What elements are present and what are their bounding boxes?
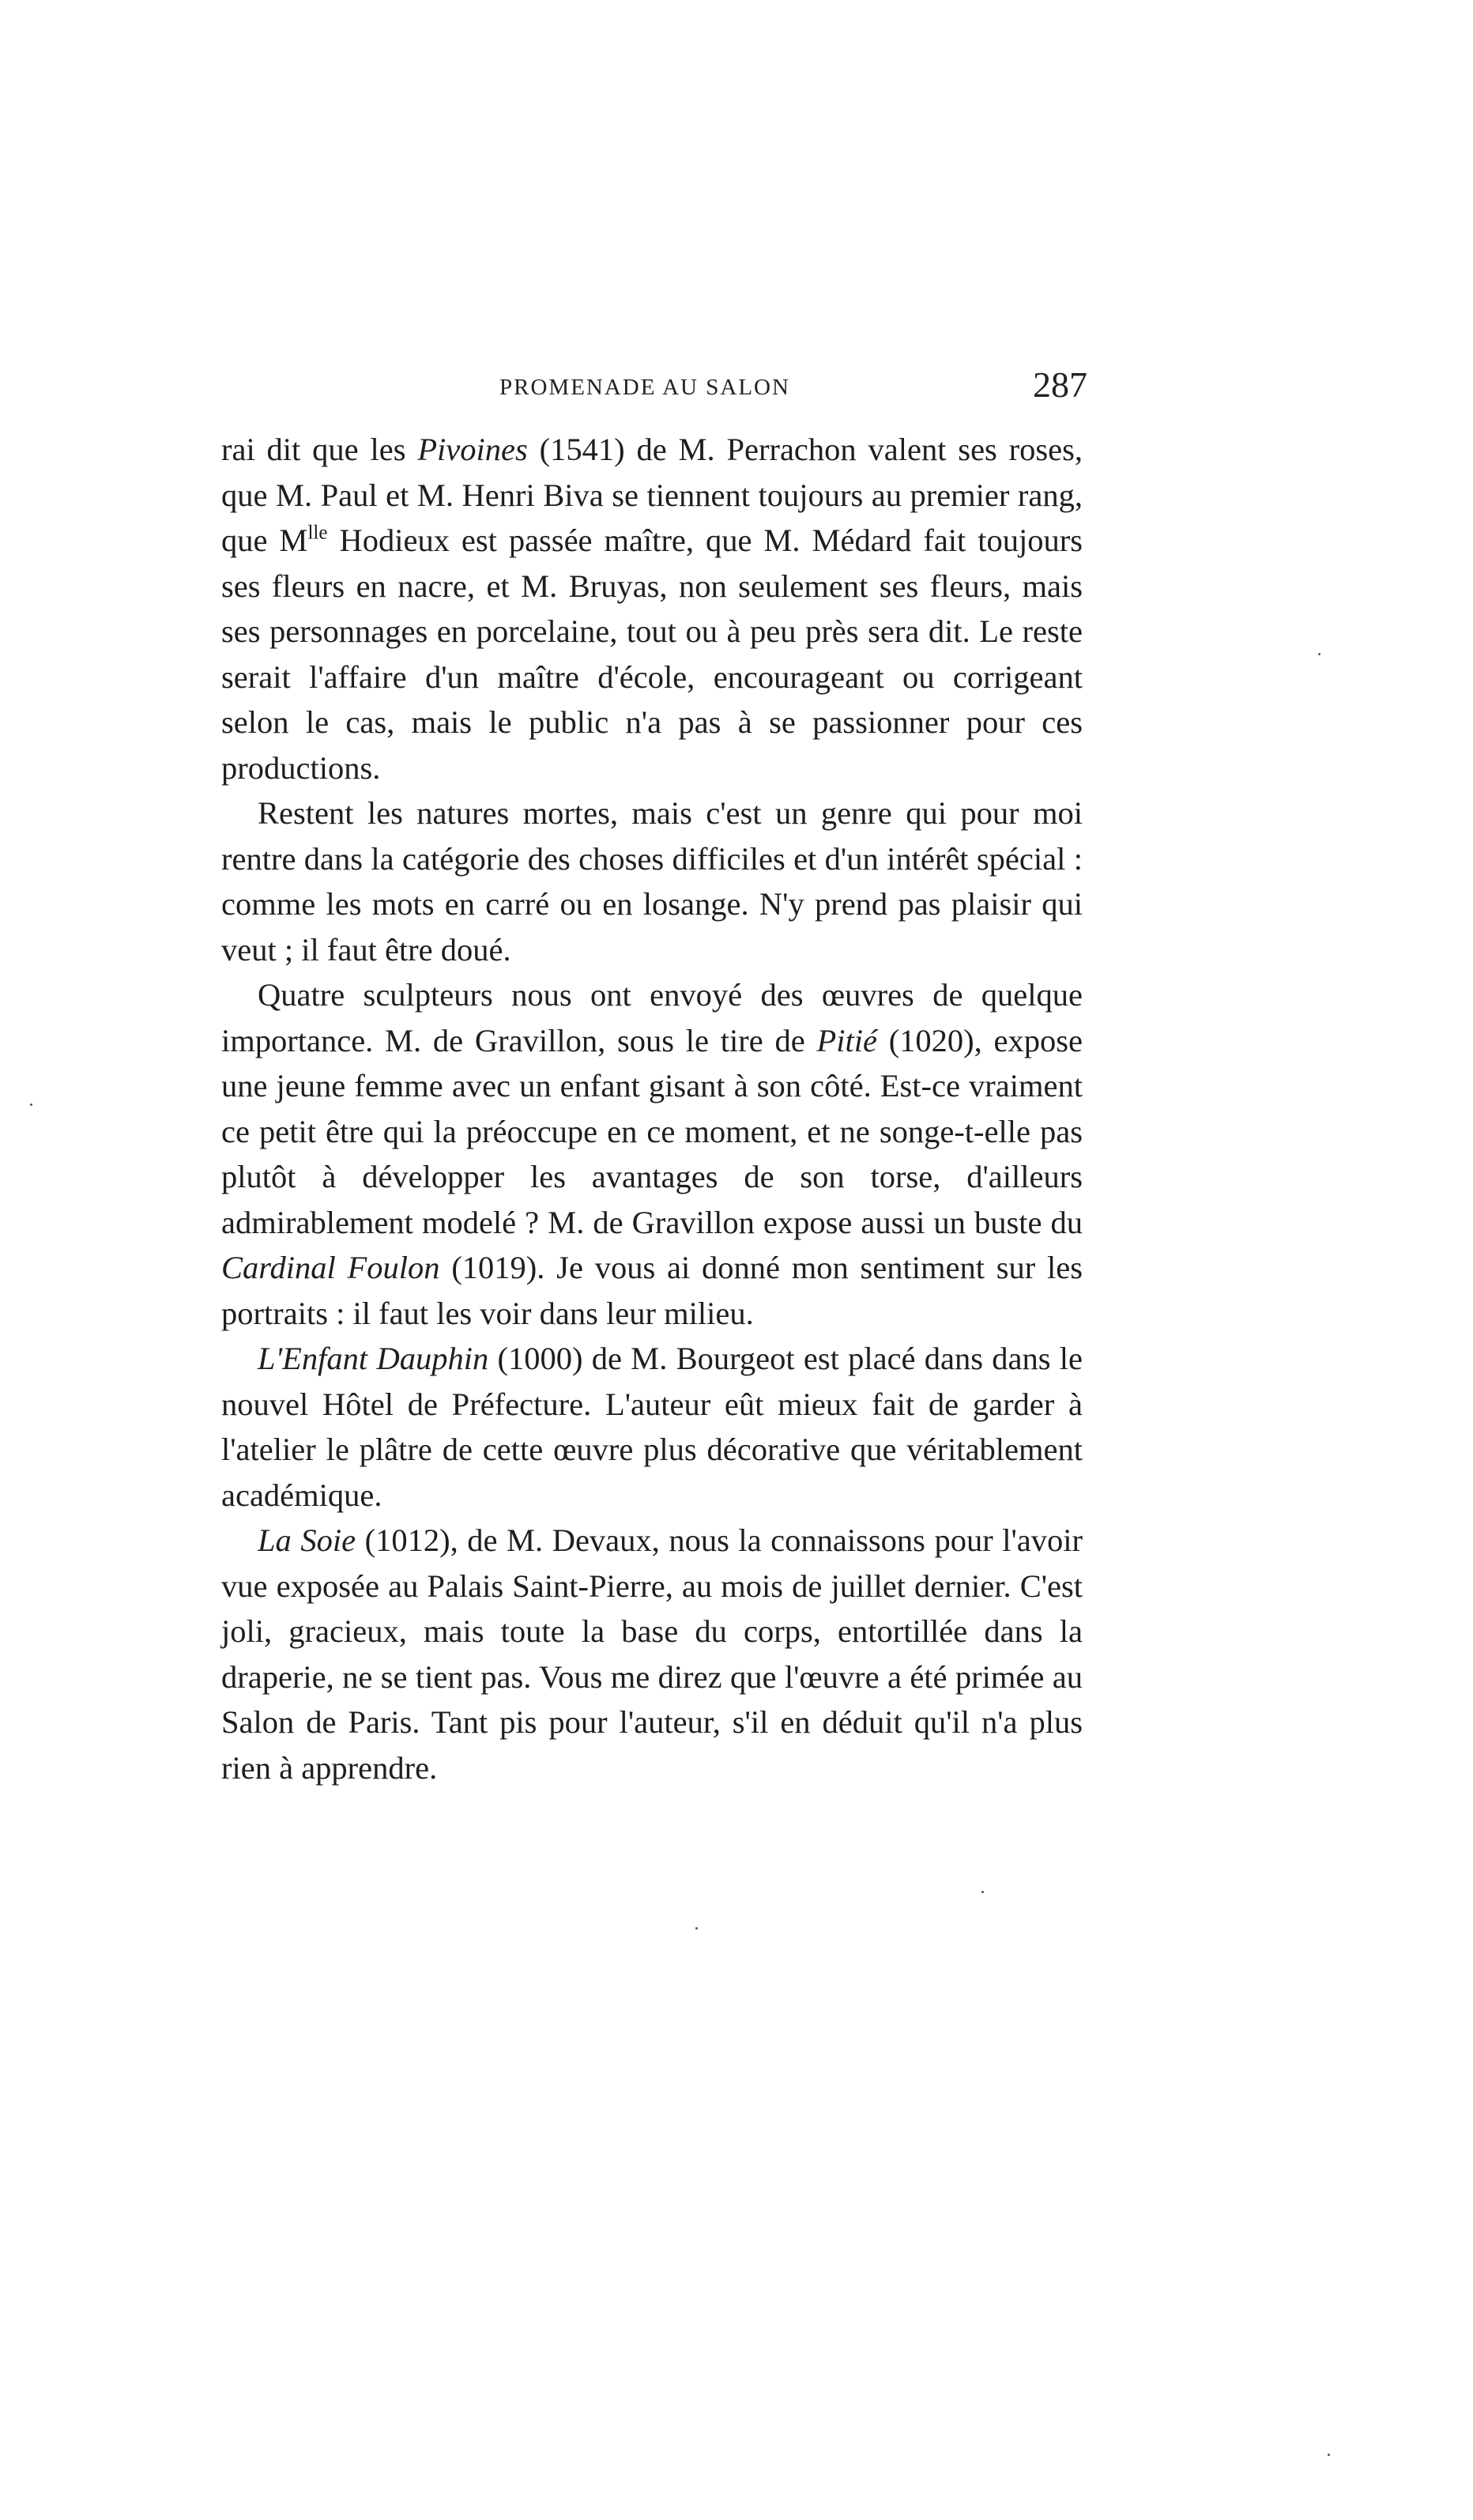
scan-speck — [981, 1891, 984, 1893]
text-run: (1019). Je vous ai donné mon sentiment sur les portraits : il faut les voir dans leur milieu. — [221, 1250, 1083, 1331]
scan-speck — [1318, 653, 1320, 655]
text-run: (1012), de M. Devaux, nous la connaissons pour l'avoir vue exposée au Palais Saint-Pierre, au mois de juillet dernier. C'est joli, gracieux, mais toute la base du corps, entortillée dans la draperie, ne se tient pas. Vous me direz que l'œuvre a été primée au Salon de Paris. Tant pis pour l'auteur, s'il en déduit qu'il n'a plus rien à apprendre. — [221, 1522, 1083, 1786]
italic-title-la-soie: La Soie — [258, 1522, 356, 1558]
scan-speck — [30, 1103, 32, 1106]
paragraph-sculptors — [221, 972, 1083, 1336]
italic-title-pivoines: Pivoines — [417, 432, 528, 467]
paragraph-flowers — [221, 427, 1083, 790]
text-run: Restent les natures mortes, mais c'est un genre qui pour moi rentre dans la catégorie des choses difficiles et d'un intérêt spécial : comme les mots en carré ou en losange. N'y prend pas plaisir qui veut ; il faut être doué. — [221, 795, 1083, 968]
paragraph-la-soie — [221, 1518, 1083, 1790]
running-title: PROMENADE AU SALON — [499, 375, 790, 400]
text-run: Quatre sculpteurs nous ont envoyé des œuvres de quelque importance. M. de Gravillon, sous le tire de — [221, 977, 1083, 1058]
italic-title-pitie: Pitié — [816, 1022, 877, 1058]
text-run: Hodieux est passée maître, que M. Médard fait toujours ses fleurs en nacre, et M. Bruyas, non seulement ses fleurs, mais ses personnages en porcelaine, tout ou à peu près sera dit. Le reste serait l'affaire d'un maître d'école, encourageant ou corrigeant selon le cas, mais le public n'a pas à se passionner pour ces productions. — [221, 522, 1083, 786]
paragraph-enfant-dauphin — [221, 1336, 1083, 1518]
body-text — [221, 427, 1083, 1790]
scan-speck — [695, 1927, 698, 1930]
italic-title-cardinal-foulon: Cardinal Foulon — [221, 1250, 440, 1285]
text-run: rai dit que les — [221, 432, 418, 467]
scan-speck — [1328, 2454, 1330, 2456]
superscript-lle: lle — [307, 522, 328, 544]
running-head — [231, 364, 1100, 411]
text-run: (1541) de M. Perrachon valent ses roses, que M. Paul et M. Henri Biva se tiennent toujours au premier rang, que M — [221, 432, 1083, 558]
italic-title-enfant-dauphin: L'Enfant Dauphin — [258, 1341, 489, 1376]
text-run: (1000) de M. Bourgeot est placé dans dans le nouvel Hôtel de Préfecture. L'auteur eût mieux fait de garder à l'atelier le plâtre de cette œuvre plus décorative que véritablement académique. — [221, 1341, 1083, 1513]
paragraph-still-lifes — [221, 790, 1083, 972]
page-number: 287 — [1033, 364, 1087, 405]
text-run: (1020), expose une jeune femme avec un enfant gisant à son côté. Est-ce vraiment ce petit être qui la préoccupe en ce moment, et ne songe-t-elle pas plutôt à développer les avantages de son torse, d'ailleurs admirablement modelé ? M. de Gravillon expose aussi un buste du — [221, 1022, 1083, 1240]
